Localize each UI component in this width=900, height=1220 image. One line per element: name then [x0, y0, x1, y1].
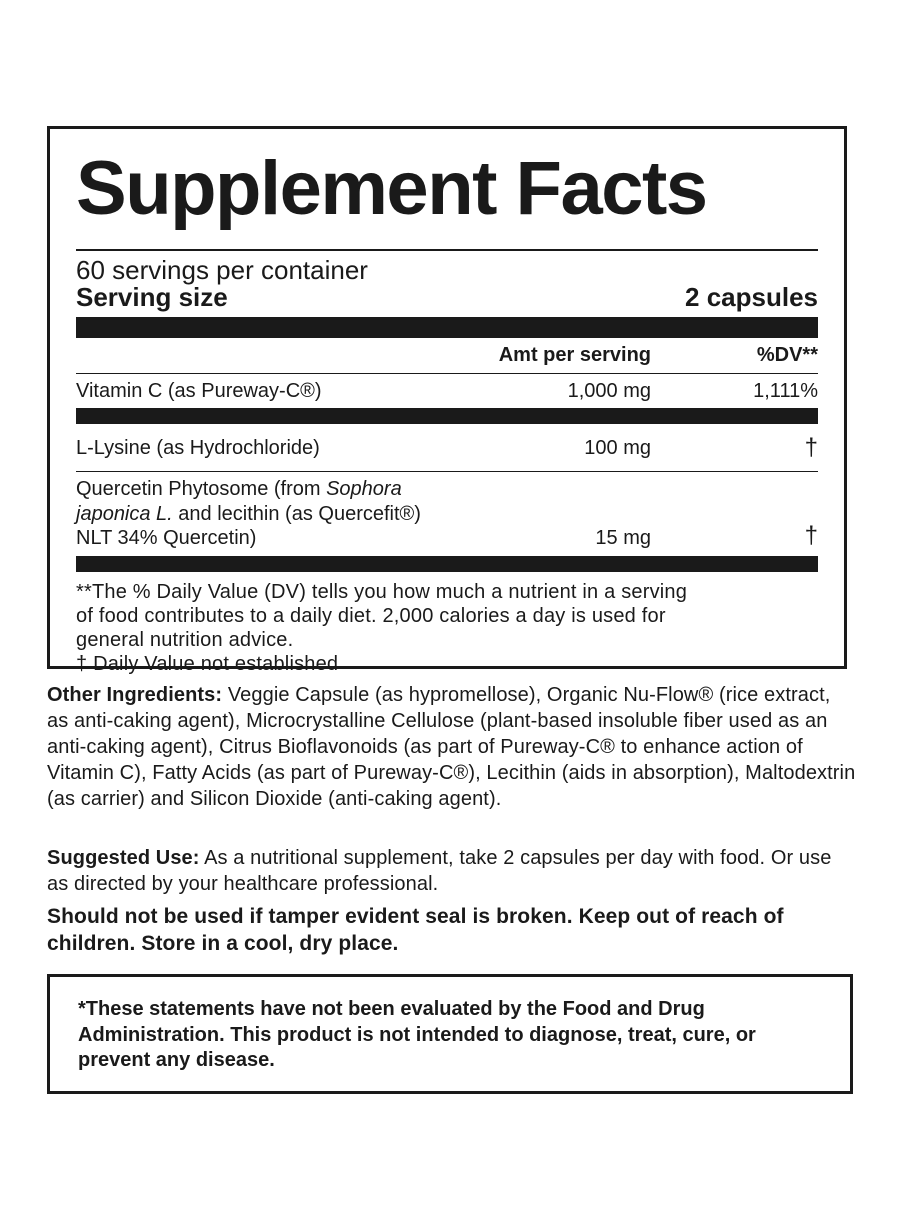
medium-divider: [76, 556, 818, 572]
nutrient-dv: †: [804, 434, 818, 462]
divider: [76, 249, 818, 251]
footnote-line: **The % Daily Value (DV) tells you how much a nutrient in a serving: [76, 581, 688, 604]
column-header-dv: %DV**: [756, 344, 818, 367]
thick-divider: [76, 317, 818, 338]
serving-size-row: [76, 284, 818, 311]
other-ingredients-label: Other Ingredients:: [47, 684, 223, 706]
warning-text: Should not be used if tamper evident seal is broken. Keep out of reach of children. Store in a cool, dry place.: [47, 905, 784, 956]
nutrient-name-part: Quercetin Phytosome (from: [76, 478, 327, 501]
medium-divider: [76, 408, 818, 424]
nutrient-name: L-Lysine (as Hydrochloride): [76, 436, 320, 459]
column-header-amount: Amt per serving: [498, 344, 651, 367]
supplement-facts-panel: [47, 126, 847, 676]
suggested-use-text: As a nutritional supplement, take 2 capsules per day with food. Or use as directed by your healthcare professional.: [47, 847, 832, 895]
nutrient-name-part: NLT 34% Quercetin): [76, 526, 257, 549]
nutrient-name-italic: Sophora: [326, 478, 402, 501]
facts-title: Supplement Facts: [76, 146, 707, 231]
other-ingredients-text: Veggie Capsule (as hypromellose), Organic Nu-Flow® (rice extract, as anti-caking agent), Microcrystalline Cellulose (plant-based insoluble fiber used as an anti-caking agent), Citrus Bioflavonoids (as part of Pureway-C® to enhance action of Vitamin C), Fatty Acids (as part of Pureway-C®), Lecithin (aids in absorption), Maltodextrin (as carrier) and Silicon Dioxide (anti-caking agent).: [47, 684, 856, 810]
dv-footnote: [76, 580, 818, 676]
serving-size-label: Serving size: [76, 282, 228, 313]
serving-size-value: 2 capsules: [685, 282, 818, 313]
footnote-line: general nutrition advice.: [76, 629, 294, 652]
nutrient-row-l-lysine: [76, 424, 818, 471]
nutrient-amount: 100 mg: [584, 436, 651, 459]
disclaimer-text: *These statements have not been evaluated by the Food and Drug Administration. This product is not intended to diagnose, treat, cure, or prevent any disease.: [78, 998, 756, 1072]
servings-per-container: 60 servings per container: [76, 255, 368, 285]
nutrient-amount: 15 mg: [595, 526, 651, 549]
nutrient-name: Vitamin C (as Pureway-C®): [76, 380, 322, 403]
nutrient-dv: 1,111%: [753, 380, 818, 403]
other-ingredients: [47, 682, 857, 812]
footnote-line: † Daily Value not established: [76, 653, 339, 676]
suggested-use-label: Suggested Use:: [47, 847, 200, 869]
nutrient-row-quercetin: [76, 472, 818, 556]
nutrient-row-vitamin-c: [76, 374, 818, 408]
nutrient-name: [76, 477, 461, 550]
nutrient-amount: 1,000 mg: [567, 380, 651, 403]
suggested-use: [47, 845, 857, 897]
nutrient-name-italic: japonica L.: [76, 502, 173, 525]
column-header-row: [76, 338, 818, 373]
nutrient-dv: †: [804, 522, 818, 550]
fda-disclaimer: [47, 974, 853, 1094]
footnote-line: of food contributes to a daily diet. 2,000 calories a day is used for: [76, 605, 666, 628]
nutrient-name-part: and lecithin (as Quercefit®): [172, 502, 421, 525]
